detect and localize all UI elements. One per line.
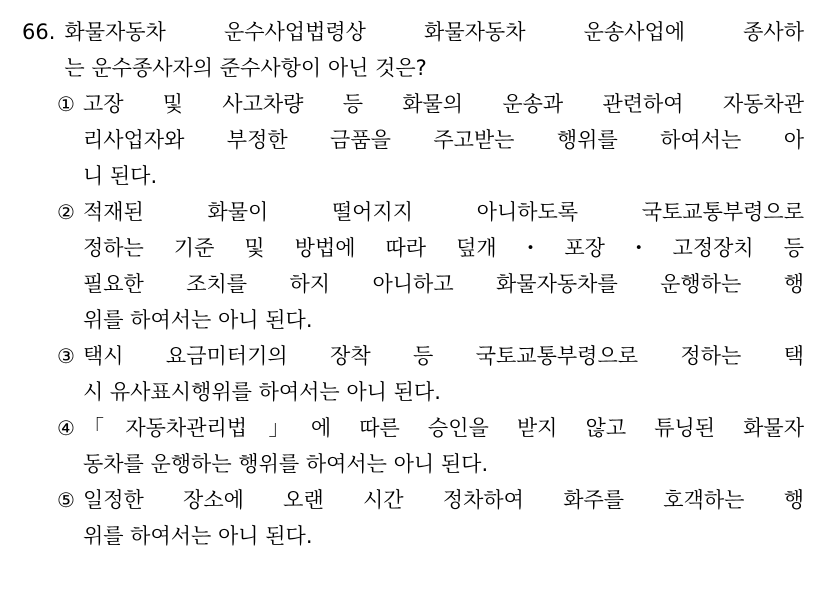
choice-line: 필요한 조치를 하지 아니하고 화물자동차를 운행하는 행 [82, 272, 804, 296]
choice-line: 「자동차관리법」에 따른 승인을 받지 않고 튜닝된 화물자 [82, 416, 804, 440]
choice-marker-2: ② [57, 200, 75, 224]
choice-marker-1: ① [57, 92, 75, 116]
choice-line: 리사업자와 부정한 금품을 주고받는 행위를 하여서는 아 [82, 128, 804, 152]
choice-item-1[interactable] [57, 86, 804, 194]
question-text [64, 14, 804, 86]
choice-item-2[interactable] [57, 194, 804, 338]
choice-list [22, 86, 804, 554]
choice-line: 정하는 기준 및 방법에 따라 덮개・포장・고정장치 등 [82, 236, 804, 260]
choice-text-2 [83, 194, 804, 338]
choice-item-5[interactable] [57, 482, 804, 554]
choice-line: 시 유사표시행위를 하여서는 아니 된다. [82, 380, 441, 404]
question-number: 66. [22, 20, 56, 44]
choice-text-3 [83, 338, 804, 410]
choice-text-5 [83, 482, 804, 554]
choice-line: 고장 및 사고차량 등 화물의 운송과 관련하여 자동차관 [82, 92, 804, 116]
choice-line: 택시 요금미터기의 장착 등 국토교통부령으로 정하는 택 [82, 344, 804, 368]
choice-text-4 [83, 410, 804, 482]
choice-line: 니 된다. [82, 164, 158, 188]
choice-line: 적재된 화물이 떨어지지 아니하도록 국토교통부령으로 [82, 200, 804, 224]
question-line: 는 운수종사자의 준수사항이 아닌 것은? [64, 56, 427, 80]
question-block [22, 14, 804, 86]
choice-line: 위를 하여서는 아니 된다. [82, 524, 313, 548]
choice-item-4[interactable] [57, 410, 804, 482]
choice-line: 동차를 운행하는 행위를 하여서는 아니 된다. [82, 452, 489, 476]
choice-line: 일정한 장소에 오랜 시간 정차하여 화주를 호객하는 행 [82, 488, 804, 512]
choice-marker-5: ⑤ [57, 488, 75, 512]
question-line: 화물자동차 운수사업법령상 화물자동차 운송사업에 종사하 [64, 20, 804, 44]
choice-text-1 [83, 86, 804, 194]
choice-marker-4: ④ [57, 416, 75, 440]
choice-item-3[interactable] [57, 338, 804, 410]
choice-line: 위를 하여서는 아니 된다. [82, 308, 313, 332]
choice-marker-3: ③ [57, 344, 75, 368]
